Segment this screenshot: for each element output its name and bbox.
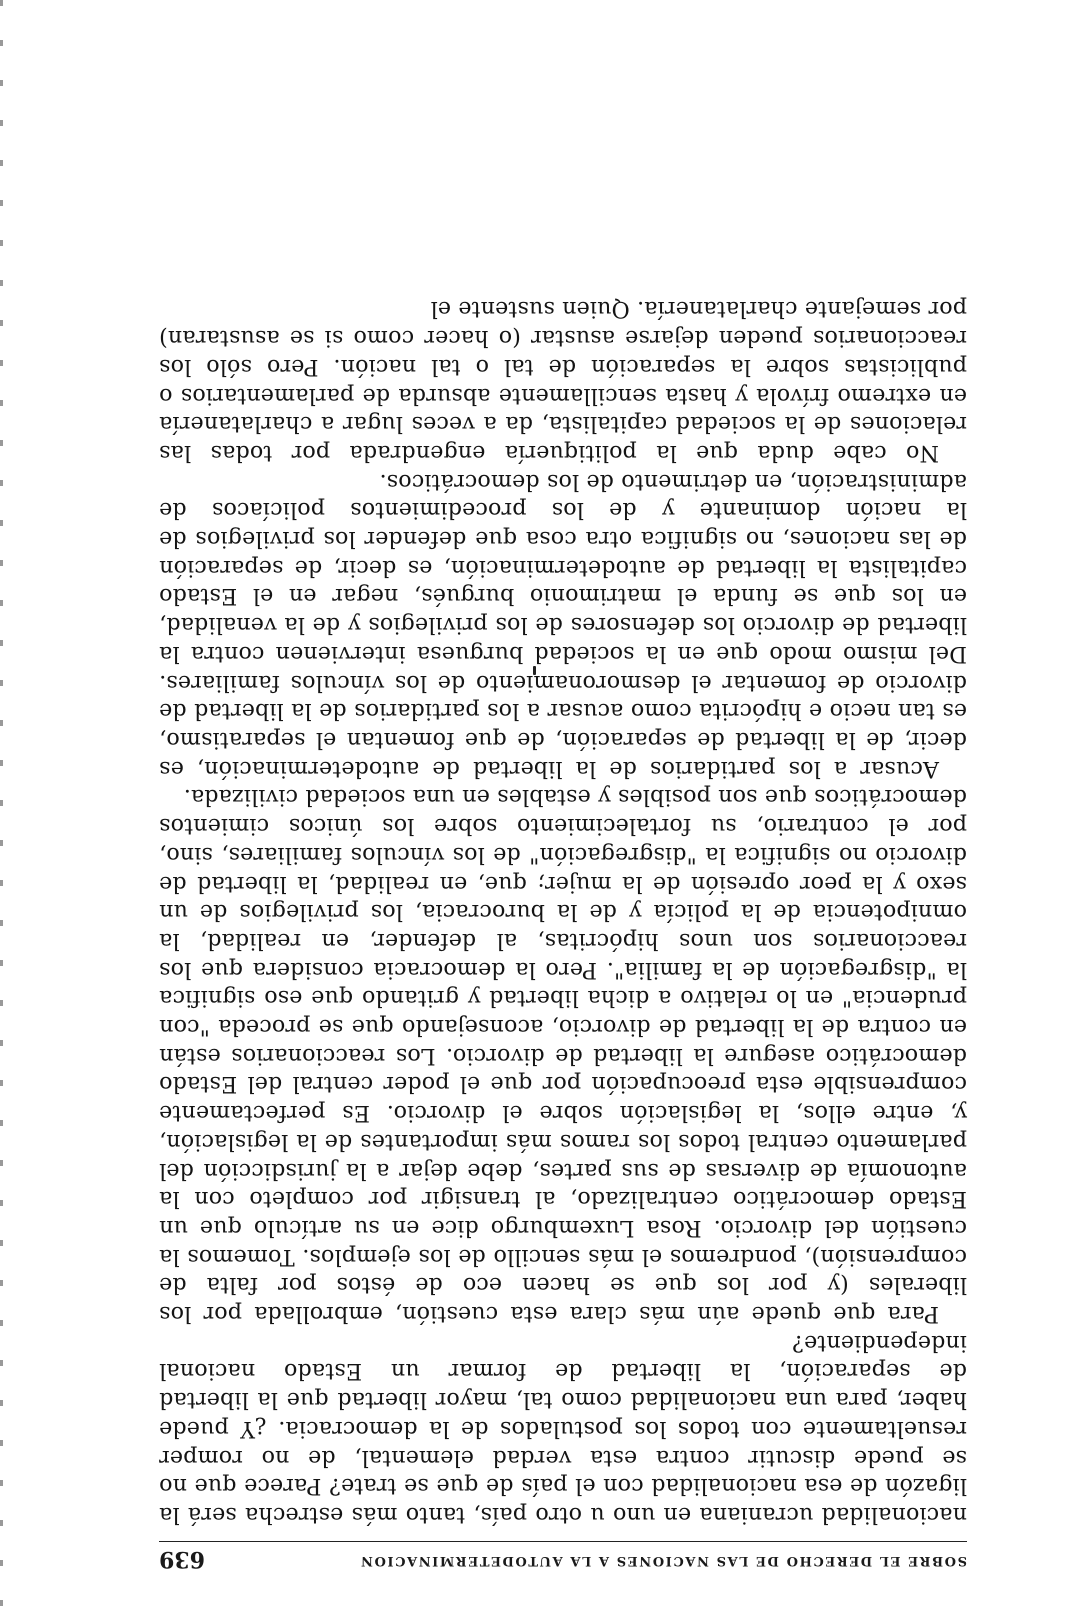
paragraph-divorce-example: Para que quede aún más clara esta cuestión, embrollada por los liberales (y por los que se hacen eco de éstos por falta de comprensión), pondremos el más sencillo de los ejemplos. Tomemos la cuestión del divorcio. Rosa Luxemburgo dice en su artículo que un Estado democrático centralizado, al transigir por completo con la autonomía de diversas de sus partes, debe dejar a la jurisdicción del parlamento central todos los ramos más importantes de la legislación, y, entre ellos, la legislación sobre el divorcio. Es perfectamente comprensible esta preocupación por que el poder central del Estado democrático asegure la libertad de divorcio. Los reaccionarios están en contra de la libertad de divorcio, aconsejando que se proceda "con prudencia" en lo relativo a dicha libertad y gritando que eso significa la "disgregación de la familia". Pero la democracia considera que los reaccionarios son unos hipócritas, al defender, en realidad, la omnipotencia de la policía y de la burocracia, los privilegios de un sexo y la peor opresión de la mujer; que, en realidad, la libertad de divorcio no significa la "disgregación" de los vínculos familiares, sino, por el contrario, su fortalecimiento sobre los únicos cimientos democráticos que son posibles y estables en una sociedad civilizada. bbox=[159, 784, 967, 1328]
paragraph-politiqueria: No cabe duda que la politiquería engendrada por todas las relaciones de la sociedad capitalista, da a veces lugar a charlatanería en extremo frívola y hasta sencillamente absurda de parlamentarios o publicistas sobre la separación de tal o tal nación. Pero sólo los reaccionarios pueden dejarse asustar (o hacer como si se asustaran) por semejante charlatanería. Quien sustente el bbox=[159, 296, 967, 466]
running-title: SOBRE EL DERECHO DE LAS NACIONES A LA AUTODETERMINACION bbox=[359, 1553, 967, 1568]
page-number: 639 bbox=[159, 1546, 205, 1572]
body-text bbox=[159, 295, 967, 1529]
running-header bbox=[159, 1541, 967, 1572]
paragraph-continuation: nacionalidad ucraniana en uno u otro país, tanto más estrecha será la ligazón de esa nacionalidad con el país de que se trate? Parece que no se puede discutir contra esta verdad elemental, de no romper resueltamente con todos los postulados de la democracia. ¿Y puede haber, para una nacionalidad como tal, mayor libertad que la libertad de separación, la libertad de formar un Estado nacional independiente? bbox=[159, 1329, 967, 1528]
paragraph-accusing-partisans: Acusar a los partidarios de la libertad de autodeterminación, es decir, de la libertad de separación, de que fomentan el separatismo, es tan necio e hipócrita como acusar a los partidarios de la libertad de divorcio de fomentar el desmoronamiento de los vínculos familiares. Del mismo modo que en la sociedad burguesa intervienen contra la libertad de divorcio los defensores de los privilegios y de la venalidad, en los que se funda el matrimonio burgués, negar en el Estado capitalista la libertad de autodeterminación, es decir, de separación de las naciones, no significa otra cosa que defender los privilegios de la nación dominante y de los procedimientos policíacos de administración, en detrimento de los democráticos. bbox=[159, 468, 967, 782]
